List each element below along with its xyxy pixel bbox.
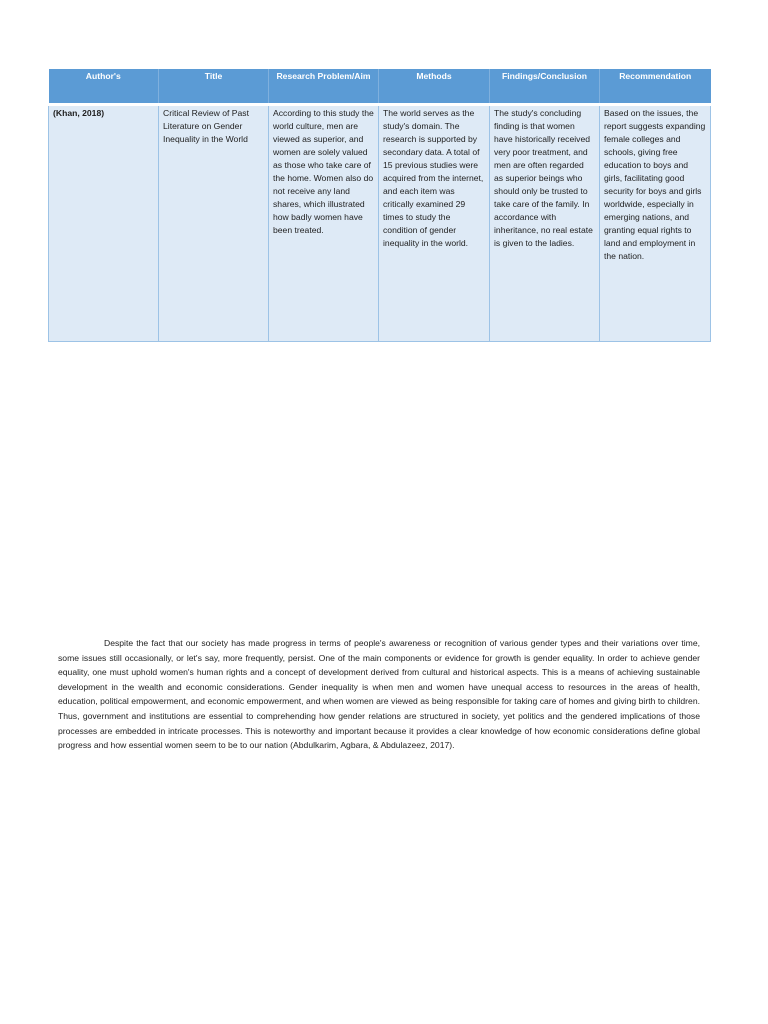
header-title: Title [159, 69, 269, 105]
cell-authors: (Khan, 2018) [49, 105, 159, 342]
cell-recommendation: Based on the issues, the report suggests expanding female colleges and schools, giving free education to boys and girls, facilitating good security for boys and girls worldwide, especially in emerging nations, and granting equal rights to land and employment in the nation. [600, 105, 711, 342]
cell-research-problem-aim: According to this study the world culture, men are viewed as superior, and women are solely valued as those who take care of the home. Women also do not receive any land shares, which illustrated how badly women have been treated. [269, 105, 379, 342]
table-row [49, 105, 711, 342]
header-research-problem-aim: Research Problem/Aim [269, 69, 379, 105]
cell-methods: The world serves as the study's domain. The research is supported by secondary data. A total of 15 previous studies were acquired from the internet, and each item was critically examined 29 times to study the condition of gender inequality in the world. [379, 105, 490, 342]
header-findings-conclusion: Findings/Conclusion [490, 69, 600, 105]
cell-findings-conclusion: The study's concluding finding is that women have historically received very poor treatment, and men are often regarded as superior beings who should only be trusted to take care of the family. In accordance with inheritance, no real estate is given to the ladies. [490, 105, 600, 342]
body-paragraph: Despite the fact that our society has made progress in terms of people's awareness or recognition of various gender types and their variations over time, some issues still occasionally, or let's say, more frequently, persist. One of the main components or evidence for growth is gender equality. In order to achieve gender equality, one must uphold women's human rights and a concept of development derived from cultural and historical aspects. This is a means of achieving sustainable development in the wealth and economic considerations. Gender inequality is when men and women have unequal access to resources in the areas of health, education, political empowerment, and economic empowerment, and when women are viewed as being responsible for taking care of homes and giving birth to children. Thus, government and institutions are essential to comprehending how gender relations are structured in society, yet politics and the gendered implications of those processes are embedded in intricate processes. This is noteworthy and important because it provides a clear knowledge of how economic considerations define global progress and how essential women seem to be to our nation (Abdulkarim, Agbara, & Abdulazeez, 2017). [58, 638, 700, 751]
table-header-row [49, 69, 711, 105]
cell-title: Critical Review of Past Literature on Gender Inequality in the World [159, 105, 269, 342]
header-recommendation: Recommendation [600, 69, 711, 105]
literature-review-table [48, 69, 711, 342]
header-authors: Author's [49, 69, 159, 105]
header-methods: Methods [379, 69, 490, 105]
